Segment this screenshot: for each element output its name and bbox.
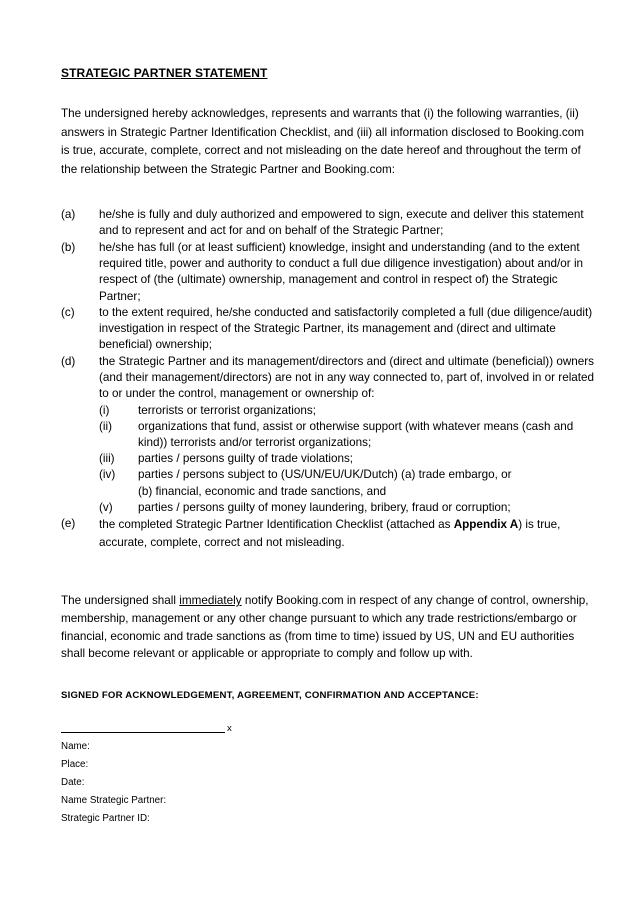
sub-list-item — [99, 419, 601, 451]
sub-item-text-continuation: (b) financial, economic and trade sanctions, and — [138, 484, 387, 498]
item-label: (e) — [61, 517, 76, 531]
item-text-before: the completed Strategic Partner Identification Checklist (attached as — [99, 518, 454, 532]
list-item — [61, 516, 601, 552]
closing-paragraph — [61, 592, 591, 663]
list-item — [61, 354, 601, 403]
sub-item-label: (v) — [99, 500, 113, 514]
field-date: Date: — [61, 777, 85, 788]
sub-item-text: organizations that fund, assist or otherwise support (with whatever means (cash and kind)) terrorists and/or terrorist organizations; — [138, 419, 574, 450]
sub-list-item — [99, 467, 601, 499]
sub-item-text: terrorists or terrorist organizations; — [138, 403, 316, 417]
list-item — [61, 305, 601, 354]
sub-item-label: (ii) — [99, 419, 112, 433]
item-label: (a) — [61, 208, 76, 221]
sub-list-item — [99, 403, 601, 419]
intro-paragraph: The undersigned hereby acknowledges, represents and warrants that (i) the following warranties, (ii) answers in Strategic Partner Identification Checklist, and (iii) all information disclosed to Booking.com is true, accurate, complete, correct and not misleading on the date hereof and throughout the term of the relationship between the Strategic Partner and Booking.com: — [61, 107, 584, 176]
closing-underlined-word: immediately — [179, 594, 242, 607]
sub-item-text: parties / persons guilty of trade violations; — [138, 452, 354, 466]
sub-item-text: parties / persons guilty of money laundering, bribery, fraud or corruption; — [138, 500, 511, 514]
sub-item-label: (i) — [99, 403, 110, 417]
field-partner-name: Name Strategic Partner: — [61, 795, 167, 806]
sub-item-label: (iv) — [99, 468, 116, 482]
field-name: Name: — [61, 741, 90, 752]
item-label: (d) — [61, 355, 76, 368]
item-text: the Strategic Partner and its management/directors and (direct and ultimate (beneficial)) owners (and their management/directors) are not in any way connected to, part of, involved in or related to or under the control, management or ownership of: — [99, 355, 595, 401]
item-text: he/she is fully and duly authorized and empowered to sign, execute and deliver this statement and to represent and act for and on behalf of the Strategic Partner; — [99, 208, 584, 238]
field-place: Place: — [61, 759, 89, 770]
closing-text-before: The undersigned shall — [61, 594, 180, 607]
signature-line — [61, 722, 225, 733]
sub-item-label: (iii) — [99, 452, 115, 466]
list-item — [61, 207, 601, 240]
warranty-list — [61, 207, 601, 552]
field-partner-id: Strategic Partner ID: — [61, 813, 150, 824]
document-title: STRATEGIC PARTNER STATEMENT — [61, 66, 268, 80]
sub-item-text: parties / persons subject to (US/UN/EU/UK/Dutch) (a) trade embargo, or — [138, 468, 512, 482]
item-label: (b) — [61, 241, 76, 254]
item-text: to the extent required, he/she conducted and satisfactorily completed a full (due diligence/audit) investigation in respect of the Strategic Partner, its management and (direct and ultimate beneficial) ownership; — [99, 306, 593, 352]
sub-list-item — [99, 500, 601, 516]
item-label: (c) — [61, 306, 75, 319]
closing-text-after: notify Booking.com in respect of any change of control, ownership, membership, management or any other change pursuant to which any trade restrictions/embargo or financial, economic and trade sanctions as (from time to time) issued by US, UN and EU authorities shall become relevant or applicable or appropriate to comply and follow up with. — [61, 594, 589, 661]
item-text: he/she has full (or at least sufficient) knowledge, insight and understanding (and to the extent required title, power and authority to conduct a full due diligence investigation) about and/or in respect of (the (ultimate) ownership, management and control in respect of) the Strategic Partner; — [99, 241, 584, 303]
item-text — [99, 516, 601, 552]
item-text-after: ) is true, accurate, complete, correct and not misleading. — [99, 518, 561, 550]
list-item — [61, 240, 601, 305]
signature-mark: x — [227, 723, 232, 734]
signed-heading: SIGNED FOR ACKNOWLEDGEMENT, AGREEMENT, CONFIRMATION AND ACCEPTANCE: — [61, 690, 479, 701]
sub-list-item — [99, 451, 601, 467]
appendix-reference: Appendix A — [453, 518, 519, 532]
